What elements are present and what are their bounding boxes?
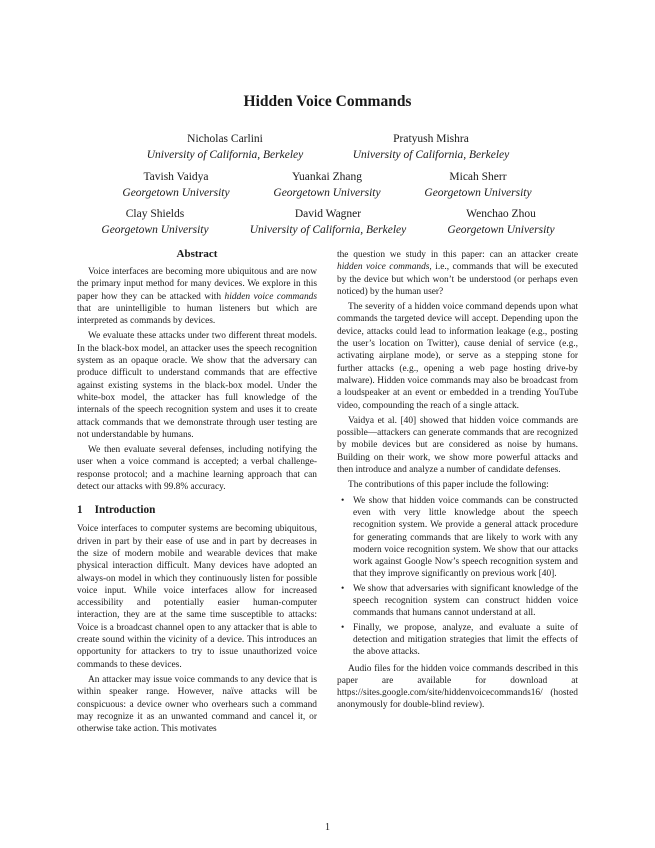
abstract-paragraph: We evaluate these attacks under two different threat models. In the black-box model, an attacker uses the speech recognition system as an opaque oracle. We show that the adversary can produce difficult to understand commands that are effective against existing systems in the black-box model. Under the white-box model, the attacker has full knowledge of the internals of the speech recognition system and uses it to create attack commands that we demonstrate through user testing are not understandable by humans. (77, 331, 317, 440)
abstract-heading: Abstract (176, 248, 218, 260)
author-affiliation: Georgetown University (447, 224, 555, 236)
abstract-paragraph: Voice interfaces are becoming more ubiquitous and are now the primary input method for many devices. We explore in this paper how they can be attacked with hidden voice commands that are unintelligible to human listeners but which are interpreted as commands by devices. (77, 267, 317, 327)
body-paragraph: Audio files for the hidden voice commands described in this paper are available for download at https://sites.google.com/site/hiddenvoicecommands16/ (hosted anonymously for double-blind review). (337, 663, 578, 711)
author-block (236, 206, 420, 238)
author-name: Clay Shields (125, 208, 185, 220)
author-affiliation: Georgetown University (273, 187, 381, 199)
author-block (130, 131, 320, 163)
right-column (337, 249, 578, 715)
author-affiliation: Georgetown University (101, 224, 209, 236)
author-block (428, 206, 574, 238)
body-paragraph: Voice interfaces to computer systems are becoming ubiquitous, driven in part by their ease of use and in part by decreases in the size of modern mobile and wearable devices that make physical interaction difficult. Many devices have adopted an always-on model in which they continuously listen for possible voice input. While voice interfaces allow for increased accessibility and potentially easier human-computer interaction, they are at the same time susceptible to attacks: Voice is a broadcast channel open to any attacker that is able to create sound within the vicinity of a device. This introduces an opportunity for attackers to try to issue unauthorized voice commands to these devices. (77, 524, 317, 670)
author-name: David Wagner (294, 208, 362, 220)
body-paragraph: the question we study in this paper: can an attacker create hidden voice commands, i.e., commands that will be executed by the device but which won’t be understood (or perhaps even noticed) by the human user? (337, 250, 578, 297)
author-affiliation: Georgetown University (424, 187, 532, 199)
abstract-paragraph: We then evaluate several defenses, including notifying the user when a voice command is accepted; a verbal challenge-response protocol; and a machine learning approach that can detect our attacks with 99.8% accuracy. (77, 445, 317, 493)
left-column (77, 247, 317, 738)
section-title: Introduction (94, 504, 156, 517)
author-affiliation: University of California, Berkeley (352, 149, 510, 161)
section-heading (77, 503, 317, 517)
bullet-icon: • (341, 495, 345, 506)
body-paragraph: Vaidya et al. [40] showed that hidden voice commands are possible—attackers can generate commands that are recognized by mobile devices but are considered as noise by humans. Building on their work, we show more powerful attacks and then introduce and analyze a number of candidate defenses. (337, 415, 578, 476)
body-paragraph: The contributions of this paper include the following: (348, 480, 549, 491)
author-affiliation: University of California, Berkeley (249, 224, 407, 236)
author-block (106, 169, 246, 201)
page-number: 1 (325, 822, 330, 833)
body-paragraph: An attacker may issue voice commands to any device that is within speaker range. However, naïve attacks will be conspicuous: a device owner who overhears such a command may recognize it as an unwanted command and cancel it, or otherwise take action. This motivates (77, 674, 317, 735)
author-name: Tavish Vaidya (143, 171, 209, 183)
section-number: 1 (77, 504, 83, 517)
body-paragraph: The severity of a hidden voice command depends upon what commands the targeted device will accept. Depending upon the device, attacks could lead to information leakage (e.g., posting the user’s location on Twitter), cause denial of service (e.g., activating airplane mode), or serve as a stepping stone for further attacks (e.g., opening a web page hosting drive-by malware). Hidden voice commands may also be broadcast from a loudspeaker at an event or embedded in a trending YouTube video, compounding the reach of a single attack. (337, 302, 578, 411)
contributions-list (337, 495, 578, 659)
author-block (408, 169, 548, 201)
author-name: Wenchao Zhou (466, 208, 536, 220)
author-name: Nicholas Carlini (187, 133, 263, 145)
list-item: • We show that adversaries with significant knowledge of the speech recognition system can construct hidden voice commands that humans cannot understand at all. (341, 583, 578, 619)
author-affiliation: University of California, Berkeley (146, 149, 304, 161)
author-name: Pratyush Mishra (393, 133, 469, 145)
list-item: • Finally, we propose, analyze, and evaluate a suite of detection and mitigation strategies that limit the effects of the above attacks. (341, 622, 578, 658)
author-name: Micah Sherr (449, 171, 507, 183)
bullet-icon: • (341, 622, 345, 633)
author-block (336, 131, 526, 163)
author-affiliation: Georgetown University (122, 187, 230, 199)
paper-title: Hidden Voice Commands (243, 93, 412, 110)
author-block (257, 169, 397, 201)
bullet-icon: • (341, 583, 345, 594)
author-block (82, 206, 228, 238)
list-item: • We show that hidden voice commands can be constructed even with very little knowledge about the speech recognition system. We provide a general attack procedure for generating commands that are likely to work with any modern voice recognition system. We show that our attacks work against Google Now’s speech recognition system and that they improve significantly on previous work [40]. (341, 495, 578, 580)
author-name: Yuankai Zhang (292, 171, 362, 183)
